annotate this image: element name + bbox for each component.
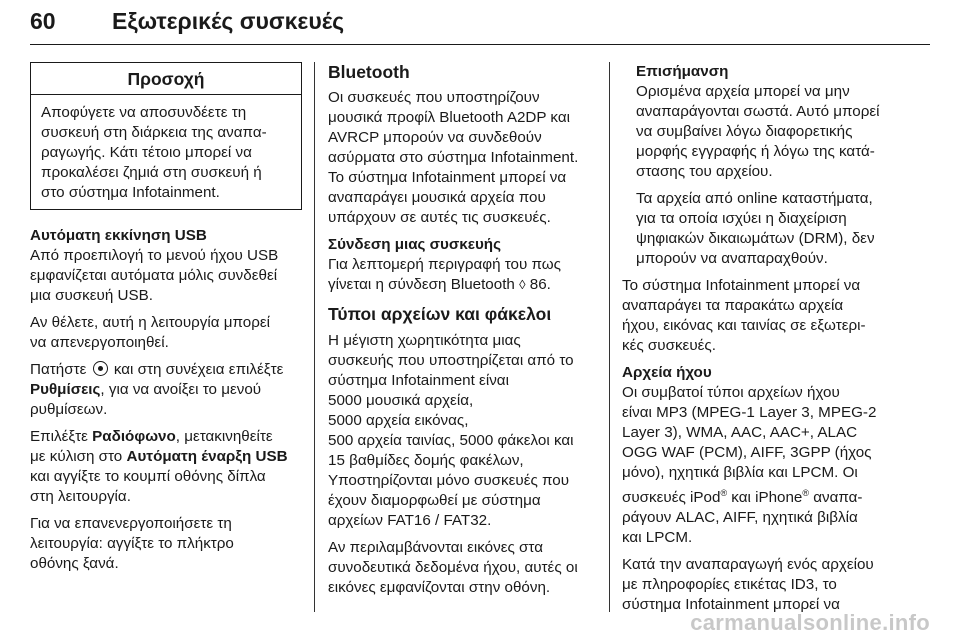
text-line: σύστημα Infotainment είναι [328,372,509,389]
paragraph [328,538,603,598]
paragraph [328,88,603,228]
text-line: οθόνης ξανά. [30,555,119,572]
text-line: προκαλέσει ζημιά στη συσκευή ή [41,164,262,181]
text-run: στη λειτουργία. [30,488,131,505]
text-run: με κύλιση στο [30,448,123,465]
page-number: 60 [30,8,56,34]
menu-name-radio: Ραδιόφωνο [92,428,176,445]
text-line: και LPCM. [622,529,693,547]
paragraph [30,360,302,420]
paragraph [30,246,302,306]
text-line: ήχου, εικόνας και ταινίας σε εξωτερι- [622,317,866,334]
text-line: είναι MP3 (MPEG-1 Layer 3, MPEG-2 [622,404,877,421]
text-line: μορφής εγγραφής ή λόγω της κατά- [636,143,875,160]
paragraph [622,383,898,548]
text-line: στο σύστημα Infotainment. [41,184,220,201]
audio-files-heading: Αρχεία ήχου [622,364,712,381]
column-divider-2 [609,62,610,612]
text-run: Επιλέξτε [30,428,88,445]
text-line: αναπαράγονται σωστά. Αυτό μπορεί [636,103,880,120]
text-run: και στη συνέχεια επιλέξτε [113,361,284,378]
text-run: και αγγίξτε το κουμπί οθόνης δίπλα [30,468,266,485]
text-line: αναπαράγει μουσικά αρχεία που [328,189,546,206]
text-line: συνοδευτικά δεδομένα ήχου, αυτές οι [328,559,578,576]
text-run: γίνεται η σύνδεση Bluetooth [328,276,515,293]
text-line: στασης του αρχείου. [636,163,773,180]
text-line: 15 βαθμίδες δομής φακέλων, [328,452,524,469]
text-line: να απενεργοποιηθεί. [30,334,169,351]
column-1 [30,62,302,581]
text-run: , για να ανοίξει το μενού [100,381,262,398]
text-line: Οι συμβατοί τύποι αρχείων ήχου [622,384,840,401]
text-line: Αν περιλαμβάνονται εικόνες στα [328,539,543,556]
text-line [622,483,898,508]
caution-title: Προσοχή [31,63,301,95]
text-line: αναπαράγει τα παρακάτω αρχεία [622,297,844,314]
text-line: Οι συσκευές που υποστηρίζουν [328,89,540,106]
text-line: λειτουργία: αγγίξτε το πλήκτρο [30,535,234,552]
text-line: ραγωγής. Κάτι τέτοιο μπορεί να [41,144,252,161]
text-line: Η μέγιστη χωρητικότητα μιας [328,332,521,349]
paragraph [622,276,898,356]
text-line: ψηφιακών δικαιωμάτων (DRM), δεν [636,230,875,247]
paragraph [636,82,898,182]
menu-name-settings: Ρυθμίσεις [30,381,101,398]
text-run: Πατήστε [30,361,87,378]
text-line: 500 αρχεία ταινίας, 5000 φάκελοι και [328,432,574,449]
text-line: Το σύστημα Infotainment μπορεί να [328,169,567,186]
column-3 [622,62,898,622]
text-line: Αποφύγετε να αποσυνδέετε τη [41,104,247,121]
paragraph [328,255,603,295]
text-line: υπάρχουν σε αυτές τις συσκευές. [328,209,551,226]
text-line: Αν θέλετε, αυτή η λειτουργία μπορεί [30,314,271,331]
file-types-heading: Τύποι αρχείων και φάκελοι [328,304,552,324]
text-line: 5000 μουσικά αρχεία, [328,392,474,409]
text-run: συσκευές iPod [622,489,721,507]
text-run: ρυθμίσεων. [30,401,108,418]
text-line: 5000 αρχεία εικόνας, [328,412,469,429]
menu-name-usb-autostart: Αυτόματη έναρξη USB [126,448,288,465]
text-line: εικόνες εμφανίζονται στην οθόνη. [328,579,551,596]
text-line: Υποστηρίζονται μόνο συσκευές που [328,472,570,489]
note-heading: Επισήμανση [636,63,729,80]
page-ref[interactable]: 86. [529,276,551,293]
text-line: μπορούν να αναπαραχθούν. [636,250,828,267]
connect-device-heading: Σύνδεση μιας συσκευής [328,236,501,253]
header-rule [30,44,930,45]
caution-text [31,95,301,209]
text-run: , μετακινηθείτε [175,428,273,445]
column-2 [328,62,603,605]
note-block [622,62,898,269]
text-line: Από προεπιλογή το μενού ήχου USB [30,247,279,264]
paragraph [622,555,898,615]
text-line: έχουν διαμορφωθεί με σύστημα [328,492,541,509]
paragraph [30,427,302,507]
text-run: αναπα- [809,489,863,507]
bluetooth-heading: Bluetooth [328,62,410,82]
text-line: AVRCP μπορούν να συνδεθούν [328,129,542,146]
text-line: αρχείων FAT16 / FAT32. [328,512,492,529]
text-line: ασύρματα στο σύστημα Infotainment. [328,149,579,166]
paragraph [636,189,898,269]
caution-box [30,62,302,210]
text-line: για τα οποία ισχύει η διαχείριση [636,210,847,227]
text-line: Layer 3), WMA, AAC, AAC+, ALAC [622,424,858,441]
text-line: μόνο), ηχητικά βιβλία και LPCM. Οι [622,464,858,481]
text-line: με πληροφορίες ετικέτας ID3, το [622,576,837,594]
text-line: Για να επανενεργοποιήσετε τη [30,515,232,532]
text-line: συσκευής που υποστηρίζεται από το [328,352,574,369]
text-line: να συμβαίνει λόγω διαφορετικής [636,123,853,140]
text-line: Για λεπτομερή περιγραφή του πως [328,256,561,273]
watermark: carmanualsonline.info [690,610,930,635]
page-header [30,2,930,44]
text-line: Το σύστημα Infotainment μπορεί να [622,277,861,294]
text-line: συσκευή στη διάρκεια της αναπα- [41,124,267,141]
text-line: μια συσκευή USB. [30,287,153,304]
chapter-title: Εξωτερικές συσκευές [112,8,345,34]
paragraph [30,313,302,353]
paragraph [328,331,603,531]
text-line: ράγουν ALAC, AIFF, ηχητικά βιβλία [622,509,858,527]
text-line: Κατά την αναπαραγωγή ενός αρχείου [622,556,874,574]
text-line: μουσικά προφίλ Bluetooth A2DP και [328,109,570,126]
paragraph [30,514,302,574]
column-divider-1 [314,62,315,612]
registered-mark: ® [720,488,728,498]
text-line: OGG WAF (PCM), AIFF, 3GPP (ήχος [622,444,872,461]
text-line: κές συσκευές. [622,337,716,354]
text-line: εμφανίζεται αυτόματα μόλις συνδεθεί [30,267,278,284]
text-line: σύστημα Infotainment μπορεί να [622,596,840,614]
text-line: Ορισμένα αρχεία μπορεί να μην [636,83,850,100]
text-run: και iPhone [727,489,803,507]
settings-icon [93,361,108,376]
autostart-heading: Αυτόματη εκκίνηση USB [30,227,207,244]
registered-mark: ® [802,488,810,498]
text-line: Τα αρχεία από online καταστήματα, [636,190,873,207]
page-ref-arrow-icon: ◊ [519,277,526,292]
